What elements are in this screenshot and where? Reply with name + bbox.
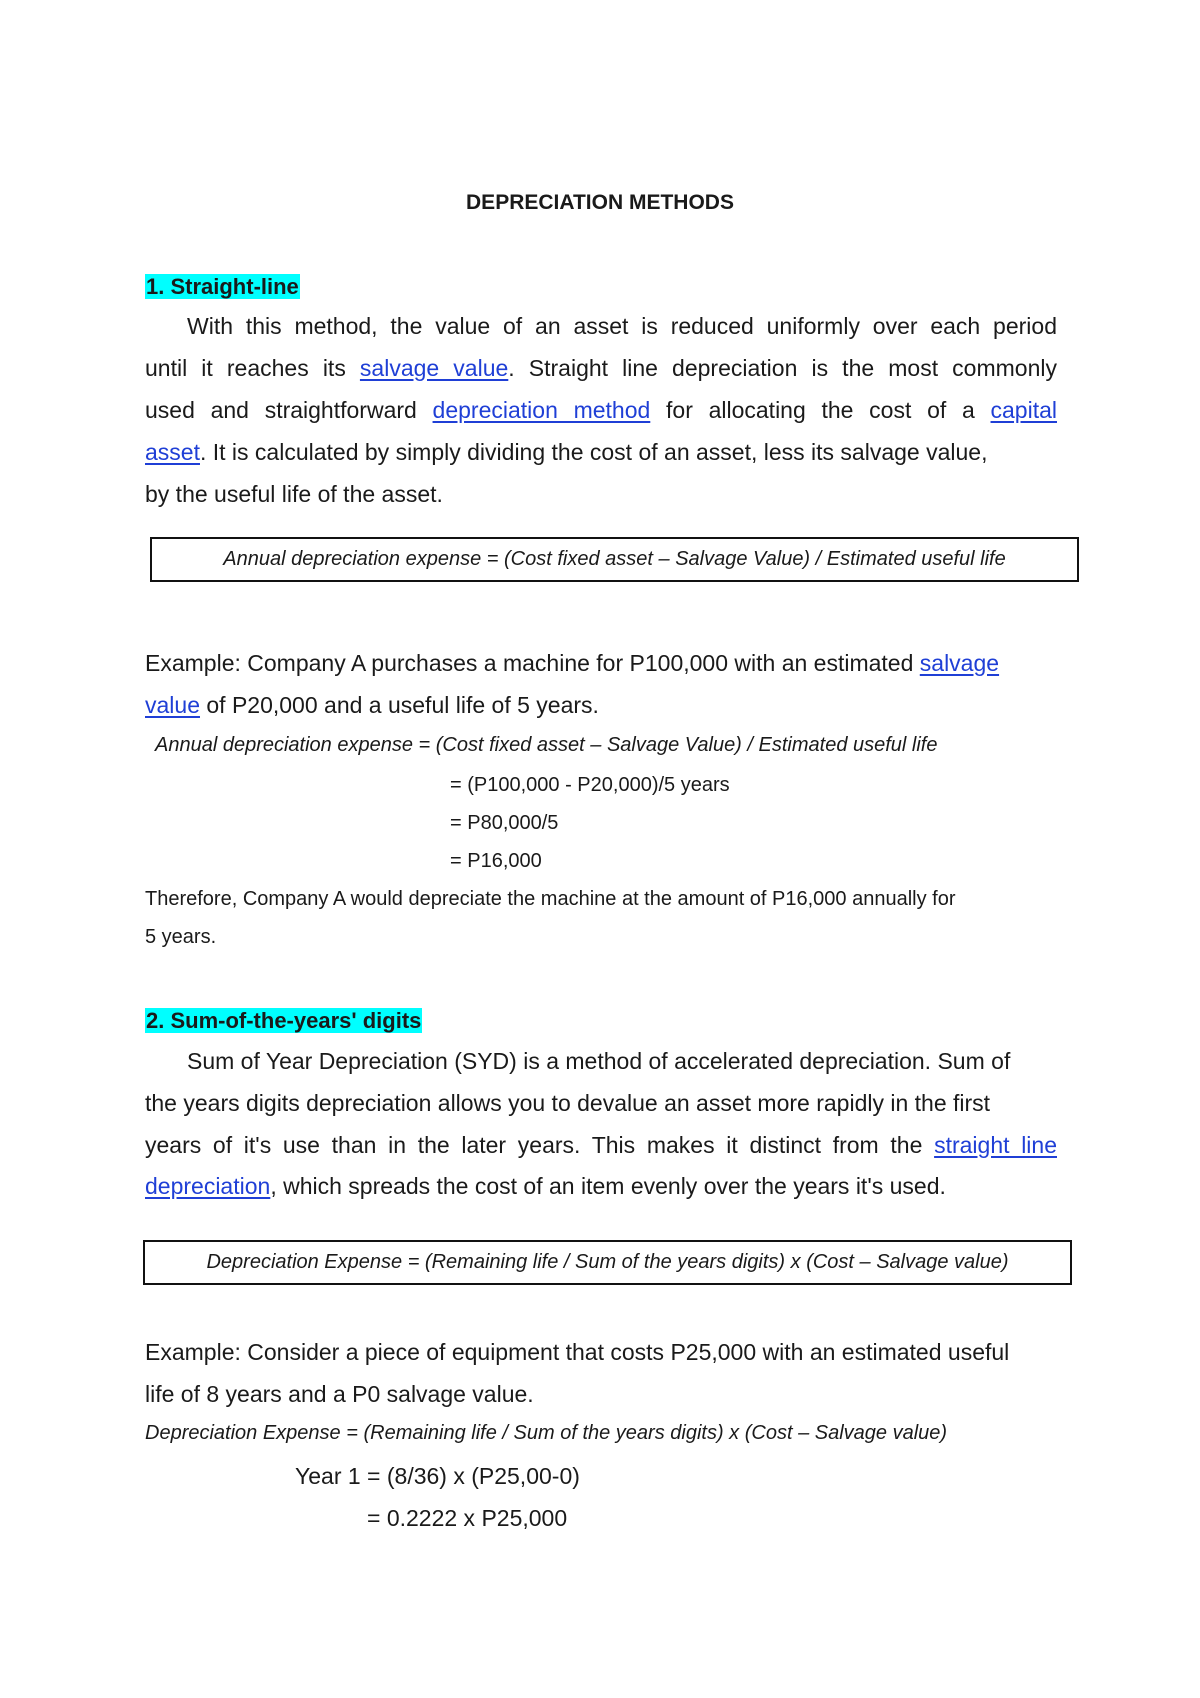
s1-calc-formula: Annual depreciation expense = (Cost fixed asset – Salvage Value) / Estimated useful life (155, 734, 938, 756)
s2-paragraph-line-2: the years digits depreciation allows you to devalue an asset more rapidly in the first (145, 1090, 991, 1116)
s2-formula-box (143, 1240, 1072, 1285)
link-depreciation-method[interactable]: depreciation method (432, 397, 651, 423)
link-depreciation[interactable]: depreciation (145, 1173, 271, 1199)
page-title: DEPRECIATION METHODS (466, 191, 734, 214)
s1-conclusion-line-1: Therefore, Company A would depreciate the machine at the amount of P16,000 annually for (145, 888, 956, 910)
s1-text: . It is calculated by simply dividing the cost of an asset, less its salvage value, (199, 439, 988, 465)
s2-paragraph-line-4 (145, 1171, 946, 1201)
s1-calc-step-2: = P80,000/5 (450, 812, 559, 834)
s1-paragraph-line-5: by the useful life of the asset. (145, 481, 443, 507)
s1-formula-text: Annual depreciation expense = (Cost fixed asset – Salvage Value) / Estimated useful life (223, 548, 1006, 570)
s2-text: years of it's use than in the later years. This makes it distinct from the (145, 1132, 935, 1158)
section-1-heading: 1. Straight-line (146, 274, 299, 299)
link-salvage[interactable]: salvage (919, 650, 1000, 676)
s2-formula-text: Depreciation Expense = (Remaining life / Sum of the years digits) x (Cost – Salvage value) (206, 1251, 1009, 1273)
section-2-heading: 2. Sum-of-the-years' digits (146, 1008, 422, 1033)
s2-text: , which spreads the cost of an item evenly over the years it's used. (270, 1173, 946, 1199)
s1-calc-step-3: = P16,000 (450, 850, 542, 872)
s2-calc-step-1: Year 1 = (8/36) x (P25,00-0) (295, 1463, 580, 1489)
s2-example-line-1: Example: Consider a piece of equipment that costs P25,000 with an estimated useful (145, 1339, 1010, 1365)
link-salvage-value[interactable]: salvage value (359, 355, 509, 381)
s1-text: for allocating the cost of a (650, 397, 991, 423)
link-asset[interactable]: asset (145, 439, 200, 465)
section-2-heading-line (145, 1005, 422, 1036)
s1-paragraph-line-1: With this method, the value of an asset is reduced uniformly over each period (187, 313, 1057, 339)
s1-text: used and straightforward (145, 397, 433, 423)
s1-text: of P20,000 and a useful life of 5 years. (199, 692, 599, 718)
s2-paragraph-line-1: Sum of Year Depreciation (SYD) is a method of accelerated depreciation. Sum of (187, 1048, 1011, 1074)
section-1-heading-line (145, 271, 300, 302)
s2-example-line-2: life of 8 years and a P0 salvage value. (145, 1381, 534, 1407)
s1-paragraph-line-2 (145, 353, 1057, 383)
s1-paragraph-line-4 (145, 437, 987, 467)
s1-formula-box (150, 537, 1079, 582)
s1-example-line-2 (145, 690, 599, 720)
s1-conclusion-line-2: 5 years. (145, 926, 217, 948)
s1-paragraph-line-3 (145, 395, 1057, 425)
s1-text: Example: Company A purchases a machine for P100,000 with an estimated (145, 650, 920, 676)
s2-paragraph-line-3 (145, 1130, 1057, 1160)
link-value[interactable]: value (145, 692, 200, 718)
s1-example-line-1 (145, 648, 999, 678)
link-straight-line[interactable]: straight line (934, 1132, 1057, 1158)
s1-calc-step-1: = (P100,000 - P20,000)/5 years (450, 774, 730, 796)
link-capital[interactable]: capital (990, 397, 1057, 423)
s2-calc-formula: Depreciation Expense = (Remaining life / Sum of the years digits) x (Cost – Salvage value) (145, 1422, 948, 1444)
s1-text: . Straight line depreciation is the most commonly (508, 355, 1057, 381)
s1-text: until it reaches its (145, 355, 360, 381)
s2-calc-step-2: = 0.2222 x P25,000 (367, 1505, 568, 1531)
